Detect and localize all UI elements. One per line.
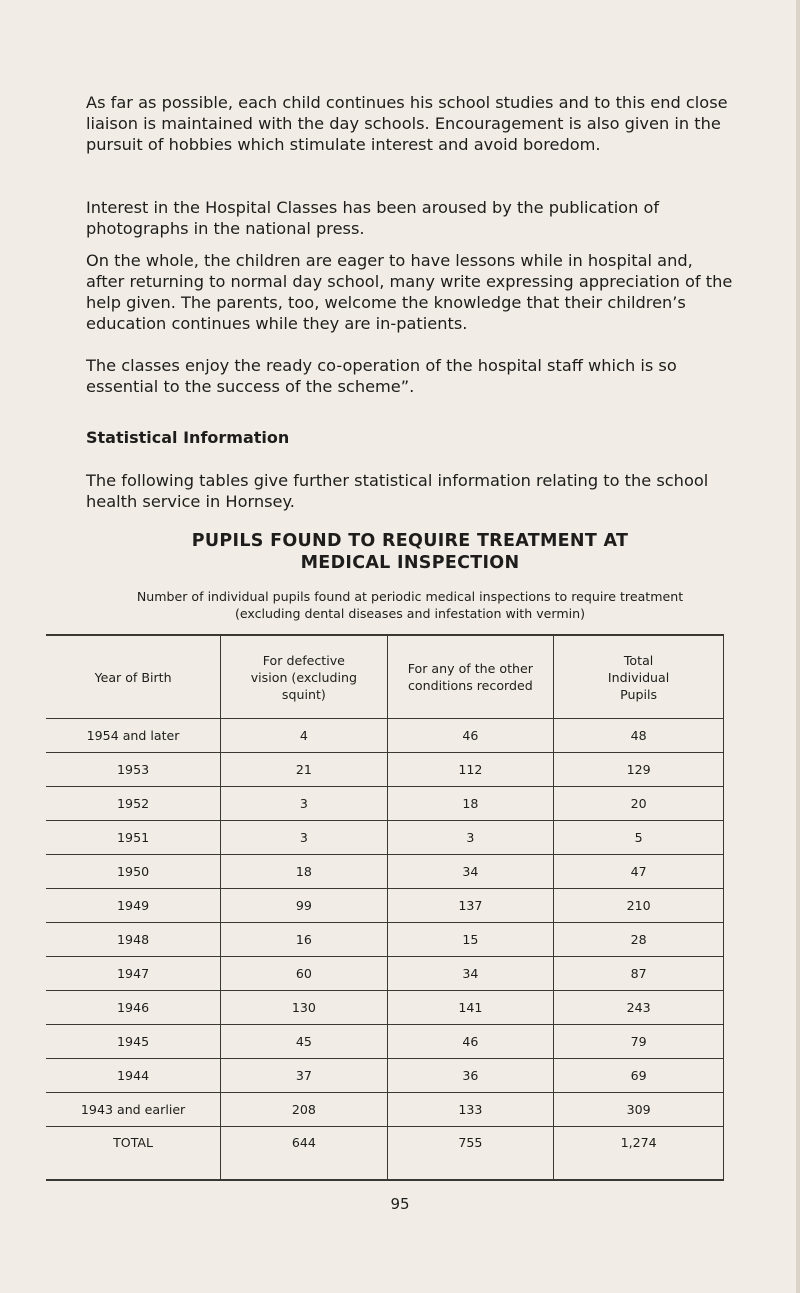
cell-other-conditions: 141 bbox=[387, 991, 554, 1025]
table-title-line-2: MEDICAL INSPECTION bbox=[300, 553, 520, 573]
cell-total: 309 bbox=[554, 1093, 724, 1127]
header-defective-vision-text: For defective vision (excluding squint) bbox=[250, 652, 357, 702]
cell-total: 210 bbox=[554, 889, 724, 923]
paragraph-hospital-classes: Interest in the Hospital Classes has been aroused by the publication of photographs in the national press. bbox=[86, 198, 660, 238]
cell-other-conditions: 46 bbox=[387, 719, 554, 753]
cell-defective-vision: 208 bbox=[221, 1093, 387, 1127]
page-number: 95 bbox=[390, 1195, 410, 1213]
cell-other-conditions: 36 bbox=[387, 1059, 554, 1093]
cell-year: 1943 and earlier bbox=[46, 1093, 221, 1127]
cell-total: 47 bbox=[554, 855, 724, 889]
table-row bbox=[46, 923, 724, 957]
cell-year: 1948 bbox=[46, 923, 221, 957]
cell-year: 1944 bbox=[46, 1059, 221, 1093]
cell-other-conditions: 34 bbox=[387, 855, 554, 889]
cell-total: 87 bbox=[554, 957, 724, 991]
cell-defective-vision: 45 bbox=[221, 1025, 387, 1059]
table-row bbox=[46, 821, 724, 855]
cell-year: 1945 bbox=[46, 1025, 221, 1059]
cell-total: 79 bbox=[554, 1025, 724, 1059]
table-subtitle-line-2: (excluding dental diseases and infestation with vermin) bbox=[234, 606, 586, 621]
table-row bbox=[46, 1025, 724, 1059]
table-row bbox=[46, 855, 724, 889]
cell-other-conditions: 18 bbox=[387, 787, 554, 821]
cell-total-other-conditions: 755 bbox=[387, 1127, 554, 1181]
table-row bbox=[46, 719, 724, 753]
cell-year: 1951 bbox=[46, 821, 221, 855]
cell-other-conditions: 15 bbox=[387, 923, 554, 957]
table-subtitle-line-1: Number of individual pupils found at periodic medical inspections to require treatment bbox=[136, 589, 684, 604]
cell-total-label: TOTAL bbox=[46, 1127, 221, 1181]
pupils-treatment-table bbox=[46, 634, 724, 1181]
cell-year: 1950 bbox=[46, 855, 221, 889]
cell-defective-vision: 60 bbox=[221, 957, 387, 991]
table-row bbox=[46, 991, 724, 1025]
page-edge bbox=[796, 0, 800, 1293]
cell-total: 5 bbox=[554, 821, 724, 855]
cell-defective-vision: 130 bbox=[221, 991, 387, 1025]
table-row bbox=[46, 889, 724, 923]
cell-total-pupils: 1,274 bbox=[554, 1127, 724, 1181]
section-heading: Statistical Information bbox=[86, 428, 290, 447]
table-row bbox=[46, 1059, 724, 1093]
paragraph-children-eager: On the whole, the children are eager to have lessons while in hospital and, after returning to normal day school, many write expressing appreciation of the help given. The parents, too, welcome the knowledge that their children’s education continues while they are in-patients. bbox=[86, 251, 733, 333]
cell-defective-vision: 99 bbox=[221, 889, 387, 923]
cell-defective-vision: 4 bbox=[221, 719, 387, 753]
cell-defective-vision: 18 bbox=[221, 855, 387, 889]
cell-defective-vision: 16 bbox=[221, 923, 387, 957]
cell-year: 1949 bbox=[46, 889, 221, 923]
cell-total: 48 bbox=[554, 719, 724, 753]
paragraph-cooperation: The classes enjoy the ready co-operation of the hospital staff which is so essential to the success of the scheme”. bbox=[86, 356, 677, 396]
cell-total: 243 bbox=[554, 991, 724, 1025]
cell-total: 20 bbox=[554, 787, 724, 821]
cell-total: 69 bbox=[554, 1059, 724, 1093]
cell-total-defective-vision: 644 bbox=[221, 1127, 387, 1181]
cell-other-conditions: 3 bbox=[387, 821, 554, 855]
cell-total: 28 bbox=[554, 923, 724, 957]
cell-year: 1954 and later bbox=[46, 719, 221, 753]
cell-defective-vision: 3 bbox=[221, 787, 387, 821]
cell-other-conditions: 112 bbox=[387, 753, 554, 787]
cell-other-conditions: 137 bbox=[387, 889, 554, 923]
cell-other-conditions: 46 bbox=[387, 1025, 554, 1059]
header-year-of-birth: Year of Birth bbox=[46, 635, 221, 719]
table-total-row bbox=[46, 1127, 724, 1181]
cell-other-conditions: 34 bbox=[387, 957, 554, 991]
table-row bbox=[46, 1093, 724, 1127]
cell-year: 1953 bbox=[46, 753, 221, 787]
table-row bbox=[46, 753, 724, 787]
table-header-row bbox=[46, 635, 724, 719]
header-defective-vision bbox=[221, 635, 387, 719]
paragraph-intro: The following tables give further statistical information relating to the school health service in Hornsey. bbox=[86, 471, 709, 511]
header-other-conditions bbox=[387, 635, 554, 719]
cell-defective-vision: 3 bbox=[221, 821, 387, 855]
cell-year: 1946 bbox=[46, 991, 221, 1025]
header-total-pupils-text: Total Individual Pupils bbox=[607, 652, 670, 702]
table-row bbox=[46, 957, 724, 991]
header-other-conditions-text: For any of the other conditions recorded bbox=[407, 661, 533, 693]
table-row bbox=[46, 787, 724, 821]
cell-total: 129 bbox=[554, 753, 724, 787]
cell-year: 1952 bbox=[46, 787, 221, 821]
cell-defective-vision: 21 bbox=[221, 753, 387, 787]
cell-defective-vision: 37 bbox=[221, 1059, 387, 1093]
cell-year: 1947 bbox=[46, 957, 221, 991]
paragraph-school-studies: As far as possible, each child continues his school studies and to this end close liaison is maintained with the day schools. Encouragement is also given in the pursuit of hobbies which stimulate interest and avoid boredom. bbox=[86, 93, 728, 154]
header-total-pupils bbox=[554, 635, 724, 719]
table-title-line-1: PUPILS FOUND TO REQUIRE TREATMENT AT bbox=[191, 531, 629, 551]
cell-other-conditions: 133 bbox=[387, 1093, 554, 1127]
table-subtitle bbox=[60, 588, 760, 622]
table-title bbox=[80, 530, 740, 574]
